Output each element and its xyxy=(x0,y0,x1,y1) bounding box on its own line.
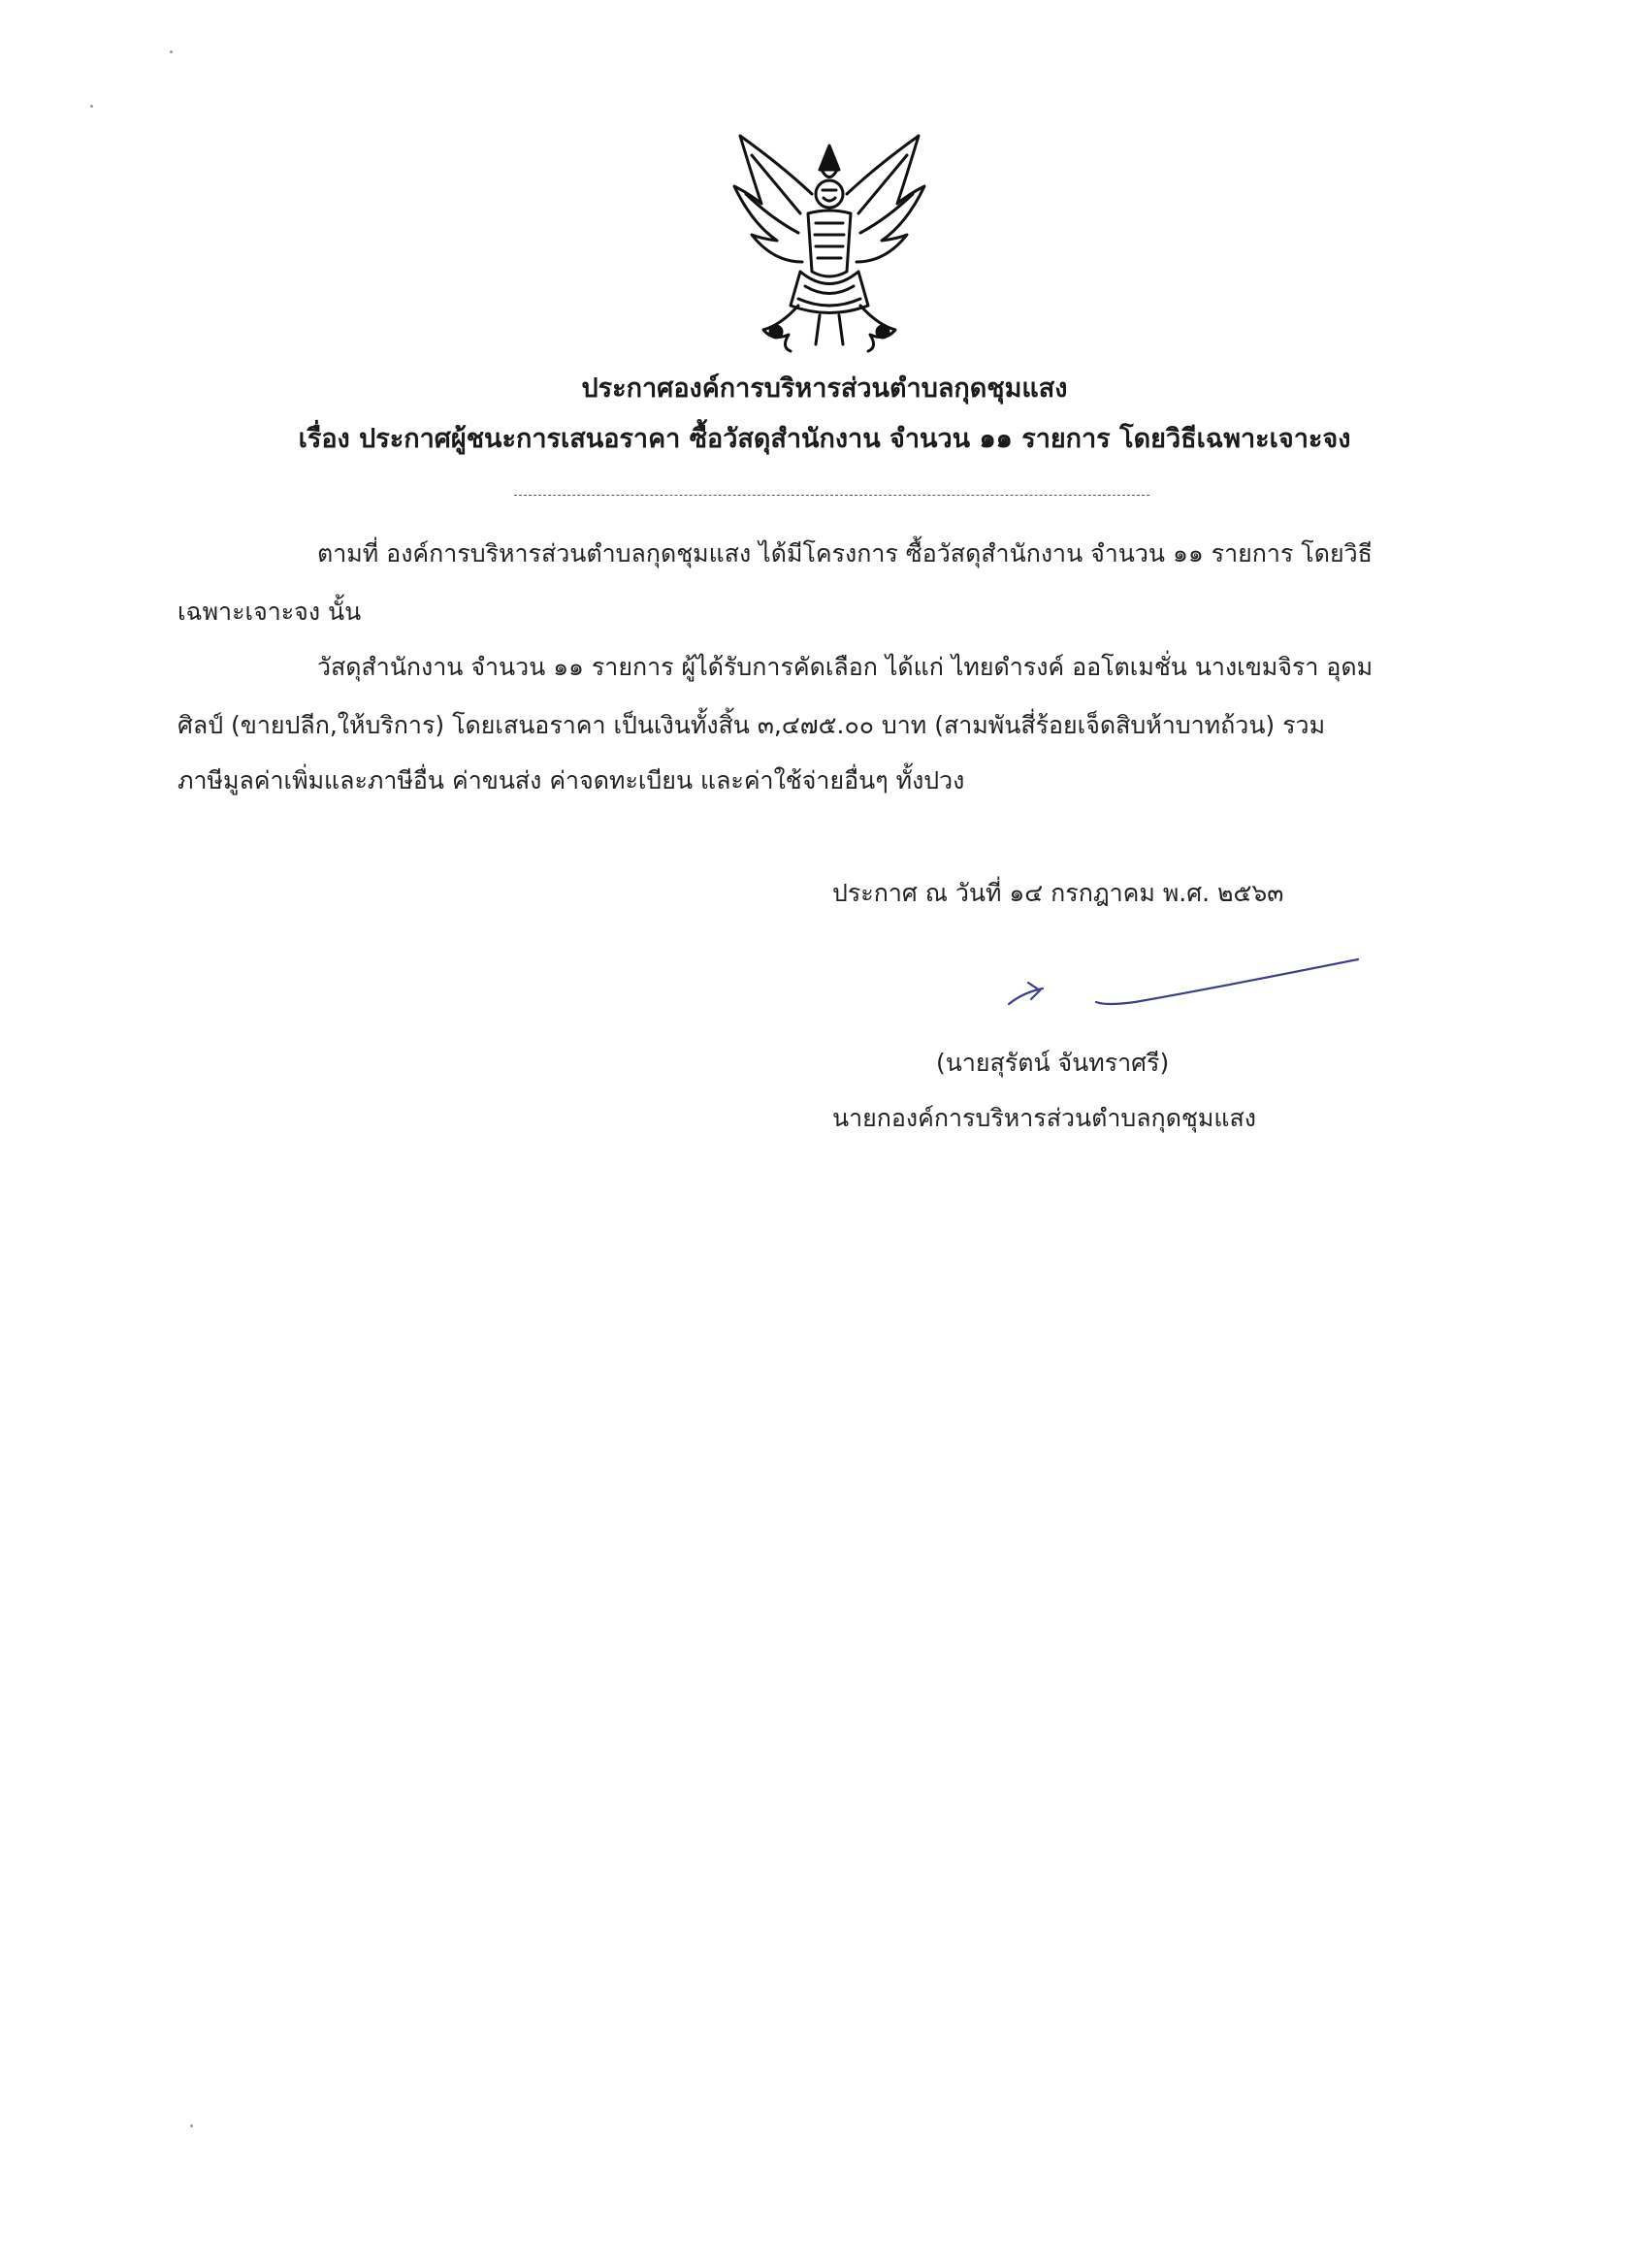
document-title: ประกาศองค์การบริหารส่วนตำบลกุดชุมแสง xyxy=(581,373,1068,404)
signer-name: (นายสุรัตน์ จันทราศรี) xyxy=(936,1049,1170,1077)
document-subject: เรื่อง ประกาศผู้ชนะการเสนอราคา ซื้อวัสดุสำนักงาน จำนวน ๑๑ รายการ โดยวิธีเฉพาะเจาะจง xyxy=(298,424,1351,454)
paragraph-2-line-2: ศิลป์ (ขายปลีก,ให้บริการ) โดยเสนอราคา เป็นเงินทั้งสิ้น ๓,๔๗๕.๐๐ บาท (สามพันสี่ร้อยเจ็ดสิบห้าบาทถ้วน) รวม xyxy=(178,711,1326,739)
garuda-emblem-icon xyxy=(723,126,936,359)
handwritten-signature xyxy=(999,946,1368,1023)
paragraph-2-line-1: วัสดุสำนักงาน จำนวน ๑๑ รายการ ผู้ได้รับการคัดเลือก ได้แก่ ไทยดำรงค์ ออโตเมชั่น นางเขมจิรา อุดม xyxy=(317,653,1374,681)
paragraph-2-line-3: ภาษีมูลค่าเพิ่มและภาษีอื่น ค่าขนส่ง ค่าจดทะเบียน และค่าใช้จ่ายอื่นๆ ทั้งปวง xyxy=(178,766,965,794)
scan-speck xyxy=(170,50,173,53)
signer-title: นายกองค์การบริหารส่วนตำบลกุดชุมแสง xyxy=(832,1104,1256,1132)
paragraph-1-line-2: เฉพาะเจาะจง นั้น xyxy=(178,598,362,626)
scan-speck xyxy=(90,105,93,108)
paragraph-1-line-1: ตามที่ องค์การบริหารส่วนตำบลกุดชุมแสง ได้มีโครงการ ซื้อวัสดุสำนักงาน จำนวน ๑๑ รายการ โดยวิธี xyxy=(317,539,1373,567)
announcement-date: ประกาศ ณ วันที่ ๑๔ กรกฎาคม พ.ศ. ๒๕๖๓ xyxy=(832,879,1284,907)
title-divider xyxy=(514,495,1149,496)
scan-speck xyxy=(190,2124,193,2127)
